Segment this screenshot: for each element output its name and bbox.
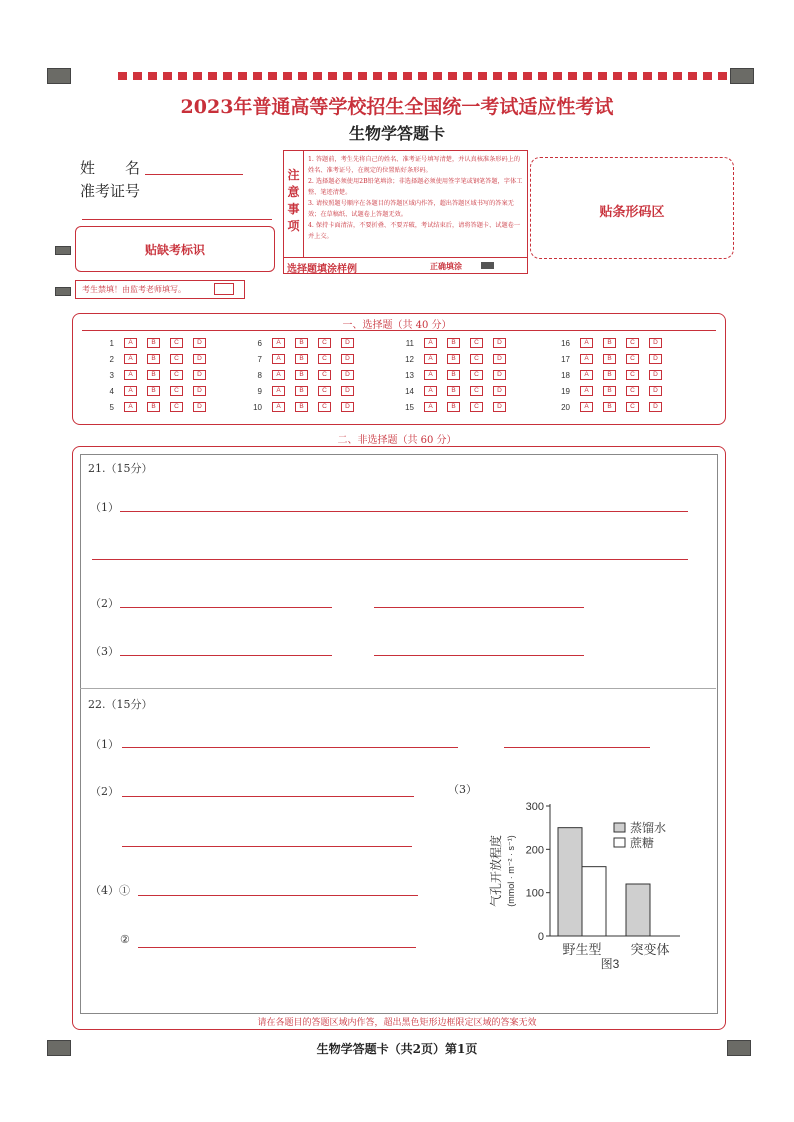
choice-question-2 bbox=[100, 354, 206, 364]
choice-bubble-4-D[interactable]: D bbox=[193, 386, 206, 396]
choice-question-number: 20 bbox=[561, 402, 570, 412]
legend-swatch-蔗糖 bbox=[614, 838, 625, 847]
q22-p2-label: （2） bbox=[90, 785, 119, 798]
fill-example-label: 选择题填涂样例 bbox=[287, 264, 357, 275]
bar-蔗糖-野生型 bbox=[582, 867, 606, 936]
q22-p1-label: （1） bbox=[90, 738, 119, 751]
choice-question-14 bbox=[400, 386, 506, 396]
q22-p2-line-2[interactable] bbox=[122, 846, 412, 847]
y-axis-unit: (mmol · m⁻² · s⁻¹) bbox=[506, 835, 516, 907]
notice-item-1: 1. 答题前，考生先将自己的姓名、准考证号填写清楚，并认真核准条形码上的姓名、准考证号，在规定的位置贴好条形码。 bbox=[308, 156, 521, 174]
proctor-note-label: 考生禁填！由监考老师填写。 bbox=[82, 285, 186, 294]
choice-bubble-20-D[interactable]: D bbox=[649, 402, 662, 412]
choice-bubble-5-B[interactable]: B bbox=[147, 402, 160, 412]
choice-bubble-14-A[interactable]: A bbox=[424, 386, 437, 396]
choice-question-5 bbox=[100, 402, 206, 412]
choice-question-number: 16 bbox=[561, 338, 570, 348]
choice-question-7 bbox=[248, 354, 354, 364]
q22-p4-label: （4）① bbox=[90, 884, 130, 897]
notice-item-4: 4. 保持卡面清洁，不要折叠、不要弄破，考试结束后，请将答题卡、试题卷一并上交。 bbox=[308, 222, 521, 240]
choice-bubble-14-D[interactable]: D bbox=[493, 386, 506, 396]
y-tick-label: 0 bbox=[537, 931, 544, 943]
choice-bubble-10-B[interactable]: B bbox=[295, 402, 308, 412]
choice-bubble-12-A[interactable]: A bbox=[424, 354, 437, 364]
missing-exam-label: 贴缺考标识 bbox=[144, 243, 205, 257]
choice-bubble-9-A[interactable]: A bbox=[272, 386, 285, 396]
choice-bubble-13-D[interactable]: D bbox=[493, 370, 506, 380]
small-mark-2 bbox=[55, 287, 71, 296]
choice-bubble-17-C[interactable]: C bbox=[626, 354, 639, 364]
proctor-note-box bbox=[75, 280, 245, 299]
small-mark-1 bbox=[55, 246, 71, 255]
choice-bubble-11-A[interactable]: A bbox=[424, 338, 437, 348]
id-label: 准考证号 bbox=[80, 182, 141, 200]
y-tick-label: 300 bbox=[525, 801, 544, 813]
choice-bubble-18-C[interactable]: C bbox=[626, 370, 639, 380]
choice-bubble-3-C[interactable]: C bbox=[170, 370, 183, 380]
choice-bubble-10-D[interactable]: D bbox=[341, 402, 354, 412]
missing-exam-box[interactable] bbox=[75, 226, 275, 272]
choice-bubble-2-D[interactable]: D bbox=[193, 354, 206, 364]
legend-label: 蔗糖 bbox=[630, 836, 655, 850]
x-tick-label: 野生型 bbox=[562, 942, 602, 957]
choice-bubble-5-D[interactable]: D bbox=[193, 402, 206, 412]
choice-divider bbox=[82, 330, 716, 331]
choice-bubble-12-C[interactable]: C bbox=[470, 354, 483, 364]
choice-bubble-2-B[interactable]: B bbox=[147, 354, 160, 364]
choice-bubble-6-B[interactable]: B bbox=[295, 338, 308, 348]
choice-question-number: 10 bbox=[253, 402, 262, 412]
choice-question-number: 8 bbox=[257, 370, 262, 380]
q22-p4b-label: ② bbox=[120, 933, 130, 946]
choice-section-title: 一、选择题（共 40 分） bbox=[342, 320, 452, 331]
choice-bubble-17-B[interactable]: B bbox=[603, 354, 616, 364]
choice-bubble-17-D[interactable]: D bbox=[649, 354, 662, 364]
choice-bubble-4-C[interactable]: C bbox=[170, 386, 183, 396]
choice-question-number: 15 bbox=[405, 402, 414, 412]
boundary-warning: 请在各题目的答题区域内作答，超出黑色矩形边框限定区域的答案无效 bbox=[257, 1018, 537, 1028]
choice-question-number: 19 bbox=[561, 386, 570, 396]
q22-p4-line-1[interactable] bbox=[138, 895, 418, 896]
choice-bubble-5-A[interactable]: A bbox=[124, 402, 137, 412]
choice-bubble-15-B[interactable]: B bbox=[447, 402, 460, 412]
choice-bubble-5-C[interactable]: C bbox=[170, 402, 183, 412]
legend-swatch-蒸馏水 bbox=[614, 823, 625, 832]
q21-p2-line-1[interactable] bbox=[120, 607, 332, 608]
q22-p1-line-2[interactable] bbox=[504, 747, 650, 748]
choice-bubble-6-C[interactable]: C bbox=[318, 338, 331, 348]
choice-bubble-1-A[interactable]: A bbox=[124, 338, 137, 348]
notice-text bbox=[308, 154, 524, 242]
choice-bubble-16-B[interactable]: B bbox=[603, 338, 616, 348]
choice-bubble-13-B[interactable]: B bbox=[447, 370, 460, 380]
choice-question-1 bbox=[100, 338, 206, 348]
choice-question-number: 11 bbox=[405, 338, 414, 348]
choice-question-17 bbox=[556, 354, 662, 364]
q21-p3-line-1[interactable] bbox=[120, 655, 332, 656]
choice-question-9 bbox=[248, 386, 354, 396]
position-mark-top-left bbox=[47, 68, 71, 84]
choice-question-number: 2 bbox=[109, 354, 114, 364]
choice-bubble-3-A[interactable]: A bbox=[124, 370, 137, 380]
choice-bubble-18-A[interactable]: A bbox=[580, 370, 593, 380]
choice-question-11 bbox=[400, 338, 506, 348]
notice-item-2: 2. 选择题必须使用2B铅笔填涂；非选择题必须使用签字笔或钢笔答题，字体工整、笔迹清楚。 bbox=[308, 178, 523, 196]
barcode-label: 贴条形码区 bbox=[599, 205, 665, 220]
choice-bubble-11-D[interactable]: D bbox=[493, 338, 506, 348]
page-footer: 生物学答题卡（共2页）第1页 bbox=[316, 1042, 478, 1056]
choice-question-10 bbox=[248, 402, 354, 412]
y-tick-label: 200 bbox=[525, 844, 544, 857]
x-tick-label: 突变体 bbox=[630, 942, 670, 957]
timing-track bbox=[118, 72, 730, 80]
choice-bubble-12-B[interactable]: B bbox=[447, 354, 460, 364]
choice-bubble-19-D[interactable]: D bbox=[649, 386, 662, 396]
choice-bubble-6-D[interactable]: D bbox=[341, 338, 354, 348]
choice-bubble-16-A[interactable]: A bbox=[580, 338, 593, 348]
correct-fill-sample bbox=[481, 262, 494, 269]
name-field[interactable] bbox=[145, 158, 243, 175]
choice-bubble-18-D[interactable]: D bbox=[649, 370, 662, 380]
id-field[interactable] bbox=[82, 205, 272, 220]
choice-bubble-9-B[interactable]: B bbox=[295, 386, 308, 396]
choice-bubble-16-C[interactable]: C bbox=[626, 338, 639, 348]
bar-蒸馏水-突变体 bbox=[626, 884, 650, 936]
choice-bubble-10-A[interactable]: A bbox=[272, 402, 285, 412]
choice-question-number: 13 bbox=[405, 370, 414, 380]
choice-bubble-3-B[interactable]: B bbox=[147, 370, 160, 380]
choice-question-number: 5 bbox=[109, 402, 114, 412]
q21-p1-label: （1） bbox=[90, 501, 119, 514]
q22-p1-line-1[interactable] bbox=[122, 747, 458, 748]
choice-question-20 bbox=[556, 402, 662, 412]
figure-3-chart bbox=[478, 796, 708, 976]
choice-bubble-2-C[interactable]: C bbox=[170, 354, 183, 364]
choice-bubble-1-B[interactable]: B bbox=[147, 338, 160, 348]
choice-bubble-7-B[interactable]: B bbox=[295, 354, 308, 364]
q21-p1-line-2[interactable] bbox=[92, 559, 688, 560]
notice-heading: 注意事项 bbox=[284, 151, 304, 257]
choice-bubble-3-D[interactable]: D bbox=[193, 370, 206, 380]
q21-p2-line-2[interactable] bbox=[374, 607, 584, 608]
proctor-checkbox[interactable] bbox=[214, 283, 234, 295]
choice-bubble-19-A[interactable]: A bbox=[580, 386, 593, 396]
choice-bubble-8-A[interactable]: A bbox=[272, 370, 285, 380]
choice-bubble-1-D[interactable]: D bbox=[193, 338, 206, 348]
choice-bubble-10-C[interactable]: C bbox=[318, 402, 331, 412]
q22-title: 22.（15分） bbox=[88, 698, 153, 711]
notice-item-3: 3. 请按照题号顺序在各题目的答题区域内作答，超出答题区域书写的答案无效；在草稿纸、试题卷上答题无效。 bbox=[308, 200, 514, 218]
choice-bubble-19-C[interactable]: C bbox=[626, 386, 639, 396]
choice-question-3 bbox=[100, 370, 206, 380]
choice-bubble-17-A[interactable]: A bbox=[580, 354, 593, 364]
q22-p4-line-2[interactable] bbox=[138, 947, 416, 948]
choice-bubble-11-C[interactable]: C bbox=[470, 338, 483, 348]
choice-question-number: 3 bbox=[109, 370, 114, 380]
q21-p2-label: （2） bbox=[90, 597, 119, 610]
choice-question-number: 7 bbox=[257, 354, 262, 364]
choice-question-8 bbox=[248, 370, 354, 380]
choice-question-number: 4 bbox=[109, 386, 114, 396]
choice-bubble-15-C[interactable]: C bbox=[470, 402, 483, 412]
choice-bubble-4-A[interactable]: A bbox=[124, 386, 137, 396]
choice-question-19 bbox=[556, 386, 662, 396]
choice-bubble-7-C[interactable]: C bbox=[318, 354, 331, 364]
question-divider bbox=[80, 688, 716, 689]
y-tick-label: 100 bbox=[525, 887, 544, 900]
choice-question-number: 6 bbox=[257, 338, 262, 348]
choice-question-number: 9 bbox=[257, 386, 262, 396]
choice-bubble-1-C[interactable]: C bbox=[170, 338, 183, 348]
legend-label: 蒸馏水 bbox=[630, 821, 667, 835]
q21-p1-line-1[interactable] bbox=[120, 511, 688, 512]
choice-bubble-9-D[interactable]: D bbox=[341, 386, 354, 396]
choice-bubble-7-A[interactable]: A bbox=[272, 354, 285, 364]
choice-bubble-20-A[interactable]: A bbox=[580, 402, 593, 412]
choice-question-number: 12 bbox=[405, 354, 414, 364]
choice-question-6 bbox=[248, 338, 354, 348]
choice-bubble-20-C[interactable]: C bbox=[626, 402, 639, 412]
choice-bubble-8-C[interactable]: C bbox=[318, 370, 331, 380]
choice-question-18 bbox=[556, 370, 662, 380]
choice-question-4 bbox=[100, 386, 206, 396]
y-axis-label: 气孔开放程度 bbox=[489, 834, 503, 908]
choice-bubble-12-D[interactable]: D bbox=[493, 354, 506, 364]
choice-bubble-15-A[interactable]: A bbox=[424, 402, 437, 412]
q22-p3-label: （3） bbox=[448, 783, 477, 796]
choice-bubble-20-B[interactable]: B bbox=[603, 402, 616, 412]
choice-question-number: 14 bbox=[405, 386, 414, 396]
name-label: 姓 名 bbox=[80, 159, 141, 177]
choice-bubble-16-D[interactable]: D bbox=[649, 338, 662, 348]
choice-bubble-6-A[interactable]: A bbox=[272, 338, 285, 348]
choice-question-number: 17 bbox=[561, 354, 570, 364]
bar-蒸馏水-野生型 bbox=[558, 828, 582, 936]
page-subtitle: 生物学答题卡 bbox=[348, 124, 445, 143]
choice-question-13 bbox=[400, 370, 506, 380]
figure-caption: 图3 bbox=[600, 957, 620, 971]
choice-bubble-14-B[interactable]: B bbox=[447, 386, 460, 396]
choice-bubble-8-D[interactable]: D bbox=[341, 370, 354, 380]
choice-question-16 bbox=[556, 338, 662, 348]
choice-bubble-9-C[interactable]: C bbox=[318, 386, 331, 396]
choice-bubble-11-B[interactable]: B bbox=[447, 338, 460, 348]
q21-title: 21.（15分） bbox=[88, 462, 153, 475]
page-title: 2023年普通高等学校招生全国统一考试适应性考试 bbox=[180, 96, 614, 118]
choice-bubble-19-B[interactable]: B bbox=[603, 386, 616, 396]
choice-bubble-8-B[interactable]: B bbox=[295, 370, 308, 380]
barcode-area[interactable] bbox=[530, 157, 734, 259]
free-response-title: 二、非选择题（共 60 分） bbox=[337, 435, 457, 446]
choice-question-12 bbox=[400, 354, 506, 364]
choice-bubble-2-A[interactable]: A bbox=[124, 354, 137, 364]
choice-bubble-18-B[interactable]: B bbox=[603, 370, 616, 380]
choice-bubble-15-D[interactable]: D bbox=[493, 402, 506, 412]
q21-p3-line-2[interactable] bbox=[374, 655, 584, 656]
choice-question-number: 18 bbox=[561, 370, 570, 380]
q22-p2-line-1[interactable] bbox=[122, 796, 414, 797]
choice-bubble-13-A[interactable]: A bbox=[424, 370, 437, 380]
choice-bubble-13-C[interactable]: C bbox=[470, 370, 483, 380]
choice-question-15 bbox=[400, 402, 506, 412]
choice-bubble-14-C[interactable]: C bbox=[470, 386, 483, 396]
choice-bubble-4-B[interactable]: B bbox=[147, 386, 160, 396]
correct-fill-label: 正确填涂 bbox=[430, 261, 462, 271]
notice-box bbox=[283, 150, 528, 274]
position-mark-top-right bbox=[730, 68, 754, 84]
choice-question-number: 1 bbox=[109, 338, 114, 348]
q21-p3-label: （3） bbox=[90, 645, 119, 658]
choice-bubble-7-D[interactable]: D bbox=[341, 354, 354, 364]
fill-example-row bbox=[284, 257, 527, 274]
